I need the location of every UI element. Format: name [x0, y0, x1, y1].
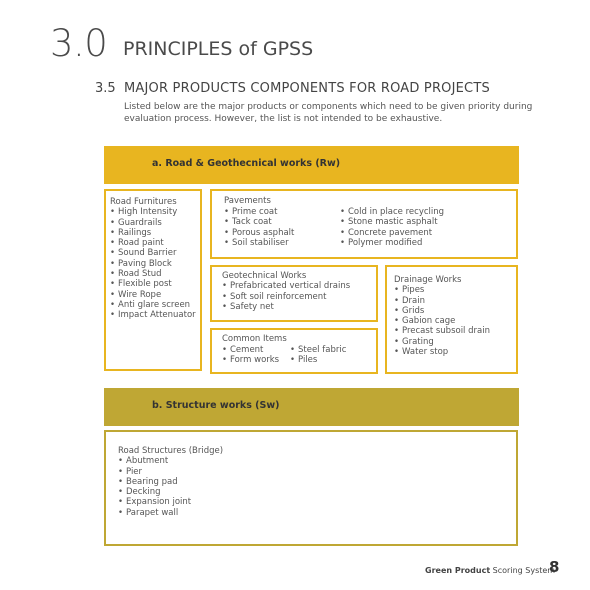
- geotechnical-works-box: [210, 265, 378, 322]
- list-item: • High Intensity: [110, 207, 196, 217]
- list-item: • Safety net: [222, 302, 366, 312]
- list-item: • Wire Rope: [110, 290, 196, 300]
- list-item: • Pier: [118, 467, 504, 477]
- geotechnical-works-heading: Geotechnical Works: [222, 271, 307, 281]
- geotechnical-works-list: [222, 281, 366, 312]
- list-item: • Cement: [222, 345, 279, 355]
- pavements-list-right: [340, 207, 444, 248]
- list-item: • Abutment: [118, 456, 504, 466]
- drainage-works-heading: Drainage Works: [394, 275, 462, 285]
- chapter-title: PRINCIPLES of GPSS: [123, 38, 314, 60]
- list-item: • Grating: [394, 337, 509, 347]
- pavements-heading: Pavements: [224, 196, 271, 206]
- road-structures-heading: Road Structures (Bridge): [118, 446, 224, 456]
- road-furniture-heading: Road Furnitures: [110, 197, 177, 207]
- structure-works-band-label: b. Structure works (Sw): [152, 400, 280, 411]
- list-item: • Concrete pavement: [340, 228, 444, 238]
- drainage-works-box: [385, 265, 518, 374]
- footer-brand-rest: Scoring System: [490, 566, 556, 575]
- common-items-heading: Common Items: [222, 334, 287, 344]
- list-item: • Anti glare screen: [110, 300, 196, 310]
- road-geotechnical-band-label: a. Road & Geothecnical works (Rw): [152, 158, 341, 169]
- list-item: • Soft soil reinforcement: [222, 292, 366, 302]
- list-item: • Flexible post: [110, 279, 196, 289]
- list-item: • Pipes: [394, 285, 509, 295]
- list-item: • Road paint: [110, 238, 196, 248]
- list-item: • Impact Attenuator: [110, 310, 196, 320]
- road-geotechnical-band: [104, 146, 519, 184]
- list-item: • Prefabricated vertical drains: [222, 281, 366, 291]
- list-item: • Parapet wall: [118, 508, 504, 518]
- page-number: 8: [549, 558, 560, 576]
- list-item: • Guardrails: [110, 218, 196, 228]
- road-structures-list: [118, 456, 504, 518]
- road-furniture-list: [110, 207, 196, 320]
- list-item: • Form works: [222, 355, 279, 365]
- list-item: • Soil stabiliser: [224, 238, 294, 248]
- list-item: • Gabion cage: [394, 316, 509, 326]
- list-item: • Decking: [118, 487, 504, 497]
- pavements-list-left: [224, 207, 294, 248]
- section-number: 3.5: [95, 81, 116, 96]
- list-item: • Sound Barrier: [110, 248, 196, 258]
- section-title: MAJOR PRODUCTS COMPONENTS FOR ROAD PROJECTS: [124, 81, 490, 96]
- list-item: • Porous asphalt: [224, 228, 294, 238]
- list-item: • Piles: [290, 355, 346, 365]
- list-item: • Stone mastic asphalt: [340, 217, 444, 227]
- list-item: • Railings: [110, 228, 196, 238]
- intro-paragraph: Listed below are the major products or components which need to be given priority during evaluation process. However, the list is not intended to be exhaustive.: [124, 102, 533, 124]
- list-item: • Water stop: [394, 347, 509, 357]
- common-items-box: [210, 328, 378, 374]
- list-item: • Steel fabric: [290, 345, 346, 355]
- list-item: • Drain: [394, 296, 509, 306]
- list-item: • Road Stud: [110, 269, 196, 279]
- list-item: • Prime coat: [224, 207, 294, 217]
- list-item: • Precast subsoil drain: [394, 326, 509, 336]
- structure-works-band: [104, 388, 519, 426]
- road-furniture-box: [104, 189, 202, 371]
- footer-brand: [425, 566, 555, 575]
- list-item: • Paving Block: [110, 259, 196, 269]
- road-structures-box: [104, 430, 518, 546]
- chapter-number: 3.0: [50, 22, 108, 65]
- list-item: • Polymer modified: [340, 238, 444, 248]
- common-items-list-left: [222, 345, 279, 366]
- pavements-box: [210, 189, 518, 259]
- footer-brand-bold: Green Product: [425, 566, 491, 575]
- list-item: • Grids: [394, 306, 509, 316]
- list-item: • Cold in place recycling: [340, 207, 444, 217]
- drainage-works-list: [394, 285, 509, 357]
- list-item: • Bearing pad: [118, 477, 504, 487]
- list-item: • Tack coat: [224, 217, 294, 227]
- list-item: • Expansion joint: [118, 497, 504, 507]
- common-items-list-right: [290, 345, 346, 366]
